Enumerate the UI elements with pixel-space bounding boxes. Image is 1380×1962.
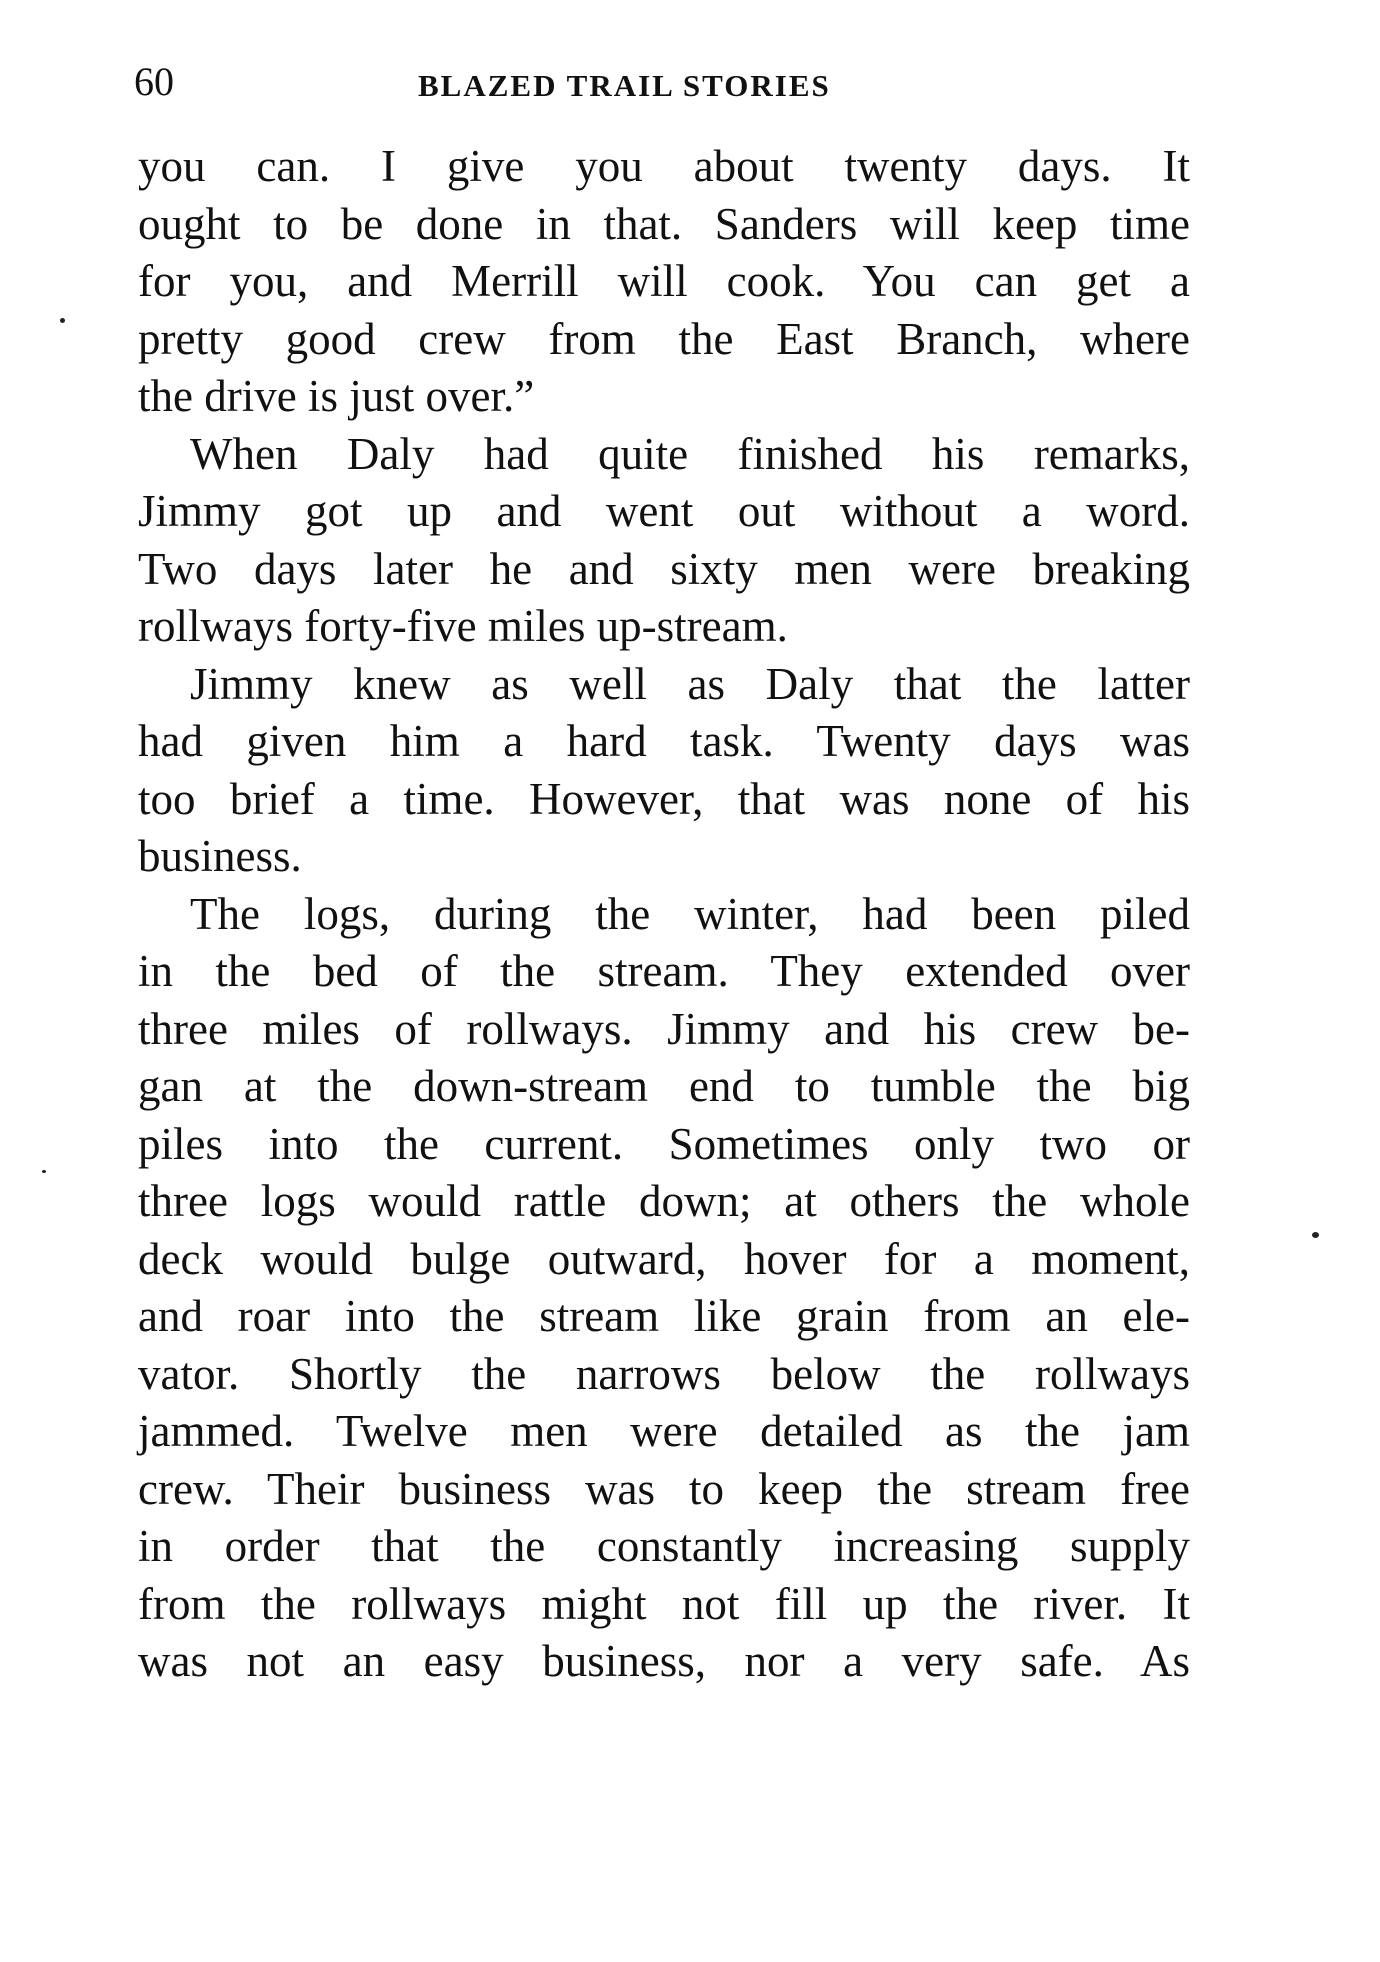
text-line: deck would bulge outward, hover for a moment, bbox=[138, 1233, 1190, 1284]
text-line: ought to be done in that. Sanders will keep time bbox=[138, 198, 1190, 249]
text-line: crew. Their business was to keep the stream free bbox=[138, 1463, 1190, 1514]
text-line: rollways forty-five miles up-stream. bbox=[138, 601, 788, 651]
text-line: three miles of rollways. Jimmy and his crew be- bbox=[138, 1003, 1190, 1054]
text-line: piles into the current. Sometimes only two or bbox=[138, 1118, 1190, 1169]
text-line: for you, and Merrill will cook. You can get a bbox=[138, 256, 1190, 306]
text-line: The logs, during the winter, had been piled bbox=[190, 888, 1190, 939]
text-line: Jimmy knew as well as Daly that the latter bbox=[190, 658, 1190, 709]
text-line: pretty good crew from the East Branch, where bbox=[138, 313, 1190, 364]
text-line: Two days later he and sixty men were breaking bbox=[138, 543, 1190, 594]
scan-speck bbox=[1312, 1232, 1319, 1238]
text-line: from the rollways might not fill up the river. It bbox=[138, 1578, 1190, 1629]
text-line: jammed. Twelve men were detailed as the jam bbox=[138, 1406, 1190, 1456]
scan-speck bbox=[42, 1170, 46, 1173]
text-line: you can. I give you about twenty days. It bbox=[138, 141, 1190, 191]
text-line: and roar into the stream like grain from an ele- bbox=[138, 1291, 1190, 1341]
text-line: business. bbox=[138, 831, 302, 881]
text-line: the drive is just over.” bbox=[138, 371, 535, 421]
text-line: vator. Shortly the narrows below the rollways bbox=[138, 1348, 1190, 1399]
text-line: Jimmy got up and went out without a word. bbox=[138, 486, 1190, 536]
text-body bbox=[138, 138, 1190, 1691]
text-line: too brief a time. However, that was none of his bbox=[138, 773, 1190, 824]
text-line: When Daly had quite finished his remarks, bbox=[190, 428, 1190, 479]
scan-speck bbox=[60, 318, 65, 323]
text-line: gan at the down-stream end to tumble the big bbox=[138, 1061, 1190, 1111]
text-line: had given him a hard task. Twenty days was bbox=[138, 716, 1190, 766]
text-line: in order that the constantly increasing supply bbox=[138, 1521, 1190, 1571]
text-line: three logs would rattle down; at others the whole bbox=[138, 1176, 1190, 1226]
page-number: 60 bbox=[134, 59, 174, 104]
text-line: was not an easy business, nor a very safe. As bbox=[138, 1636, 1190, 1686]
text-line: in the bed of the stream. They extended over bbox=[138, 946, 1190, 996]
running-head: BLAZED TRAIL STORIES bbox=[418, 68, 831, 103]
